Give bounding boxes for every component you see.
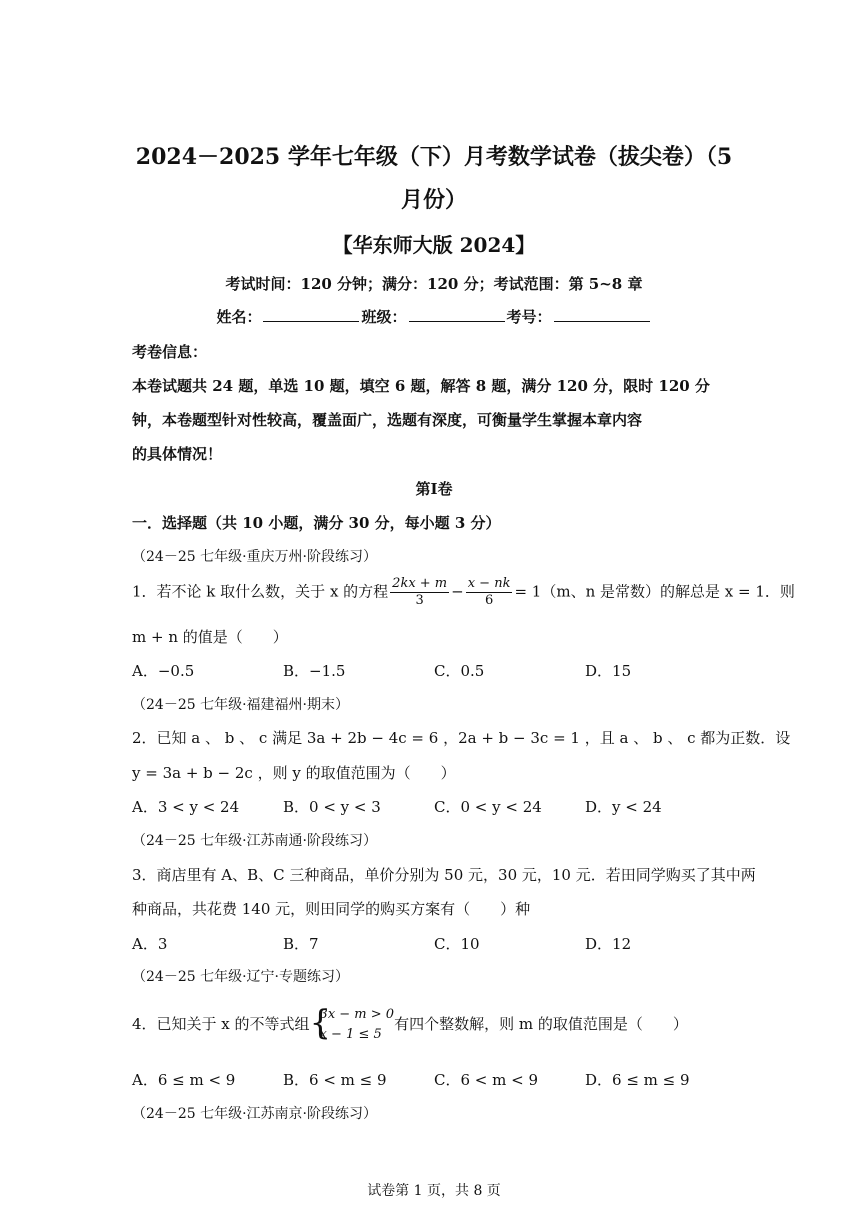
question-4-option-b[interactable]: B．6 < m ≤ 9 <box>283 1071 387 1089</box>
question-1-option-a[interactable]: A．−0.5 <box>132 662 195 680</box>
question-1-option-b[interactable]: B．−1.5 <box>283 662 346 680</box>
question-1-option-c[interactable]: C．0.5 <box>434 662 485 680</box>
paper-info-heading: 考卷信息： <box>132 343 208 361</box>
question-2-option-c[interactable]: C．0 < y < 24 <box>434 798 542 816</box>
question-1-pre: 1．若不论 k 取什么数，关于 x 的方程 <box>132 582 389 601</box>
question-5-source: （24－25 七年级·江苏南京·阶段练习） <box>132 1106 377 1122</box>
question-1-post: = 1（m、n 是常数）的解总是 x = 1．则 <box>514 582 795 601</box>
edition-label: 【华东师大版 2024】 <box>332 233 536 257</box>
inequality-system: { 3x − m > 0 x − 1 ≤ 5 <box>309 1003 395 1043</box>
page-footer: 试卷第 1 页，共 8 页 <box>367 1183 501 1199</box>
question-3-option-a[interactable]: A．3 <box>132 935 168 953</box>
question-2-line1: 2．已知 a 、 b 、 c 满足 3a + 2b − 4c = 6 ，2a + b − 3c = 1 ，且 a 、 b 、 c 都为正数．设 <box>132 729 791 747</box>
fraction-2: $\frac{x - nk}{6}$ <box>467 576 511 608</box>
paper-info-line1: 本卷试题共 24 题，单选 10 题，填空 6 题，解答 8 题，满分 120 分，限时 120 分 <box>132 377 710 395</box>
question-4-post: 有四个整数解，则 m 的取值范围是（ ） <box>394 1015 688 1033</box>
question-3-option-b[interactable]: B．7 <box>283 935 319 953</box>
left-brace-icon: { <box>309 1003 332 1043</box>
name-label: 姓名： <box>216 308 262 326</box>
page-title-line1: 2024－2025 学年七年级（下）月考数学试卷（拔尖卷）（5 <box>135 144 733 170</box>
question-3-option-c[interactable]: C．10 <box>434 935 480 953</box>
question-3-source: （24－25 七年级·江苏南通·阶段练习） <box>132 833 377 849</box>
paper-info-line2: 钟，本卷题型针对性较高，覆盖面广，选题有深度，可衡量学生掌握本章内容 <box>132 411 643 429</box>
number-label: 考号： <box>506 308 552 326</box>
question-4-pre: 4．已知关于 x 的不等式组 <box>132 1015 310 1033</box>
question-3-option-d[interactable]: D．12 <box>585 935 632 953</box>
question-4-option-d[interactable]: D．6 ≤ m ≤ 9 <box>585 1071 690 1089</box>
class-blank[interactable] <box>409 307 505 322</box>
exam-info: 考试时间：120 分钟；满分：120 分；考试范围：第 5~8 章 <box>225 275 643 293</box>
question-2-source: （24－25 七年级·福建福州·期末） <box>132 697 349 713</box>
class-label: 班级： <box>361 308 407 326</box>
section-heading: 一．选择题（共 10 小题，满分 30 分，每小题 3 分） <box>132 514 501 532</box>
question-2-line2: y = 3a + b − 2c ，则 y 的取值范围为（ ） <box>132 764 456 782</box>
question-3-line2: 种商品，共花费 140 元，则田同学的购买方案有（ ）种 <box>132 900 531 918</box>
name-blank[interactable] <box>263 307 359 322</box>
question-1-source: （24－25 七年级·重庆万州·阶段练习） <box>132 549 377 565</box>
question-4-source: （24－25 七年级·辽宁·专题练习） <box>132 969 349 985</box>
question-2-option-d[interactable]: D．y < 24 <box>585 798 662 816</box>
question-1-line1: 1．若不论 k 取什么数，关于 x 的方程 $\frac{2kx + m}{3}$ − $\frac{x - nk}{6}$ = 1（m、n 是常数）的解总是 x = 1．则 <box>132 576 795 608</box>
question-1-option-d[interactable]: D．15 <box>585 662 632 680</box>
number-blank[interactable] <box>554 307 650 322</box>
volume-heading: 第Ⅰ卷 <box>415 480 453 498</box>
question-2-option-b[interactable]: B．0 < y < 3 <box>283 798 381 816</box>
paper-info-line3: 的具体情况！ <box>132 445 223 463</box>
question-4-line1 <box>132 1005 688 1045</box>
question-2-option-a[interactable]: A．3 < y < 24 <box>132 798 240 816</box>
question-4-option-a[interactable]: A．6 ≤ m < 9 <box>132 1071 236 1089</box>
student-info-row <box>0 306 868 327</box>
question-4-option-c[interactable]: C．6 < m < 9 <box>434 1071 538 1089</box>
question-3-line1: 3．商店里有 A、B、C 三种商品，单价分别为 50 元，30 元，10 元．若田同学购买了其中两 <box>132 866 756 884</box>
question-1-line2: m + n 的值是（ ） <box>132 628 288 646</box>
fraction-1: $\frac{2kx + m}{3}$ <box>392 576 448 608</box>
page-title-line2: 月份） <box>400 187 467 213</box>
